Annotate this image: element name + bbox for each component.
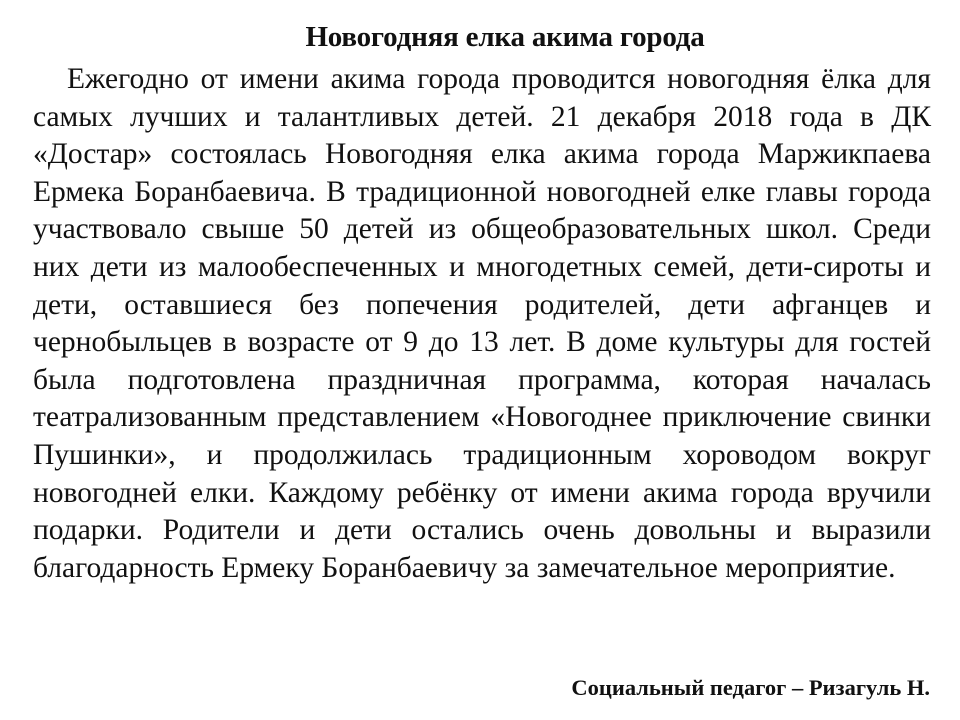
article-body: Ежегодно от имени акима города проводится новогодняя ёлка для самых лучших и талантливых детей. 21 декабря 2018 года в ДК «Достар» состоялась Новогодняя елка акима города Маржикпаева Ермека Боранбаевича. В традиционной новогодней елке главы города участвовало свыше 50 детей из общеобразовательных школ. Среди них дети из малообеспеченных и многодетных семей, дети-сироты и дети, оставшиеся без попечения родителей, дети афганцев и чернобыльцев в возрасте от 9 до 13 лет. В доме культуры для гостей была подготовлена праздничная программа, которая началась театрализованным представлением «Новогоднее приключение свинки Пушинки», и продолжилась традиционным хороводом вокруг новогодней елки. Каждому ребёнку от имени акима города вручили подарки. Родители и дети остались очень довольны и выразили благодарность Ермеку Боранбаевичу за замечательное мероприятие. <box>33 63 931 584</box>
article-body-container <box>33 61 931 587</box>
document-title: Новогодняя елка акима города <box>305 21 705 53</box>
author-signature: Социальный педагог – Ризагуль Н. <box>571 675 930 700</box>
